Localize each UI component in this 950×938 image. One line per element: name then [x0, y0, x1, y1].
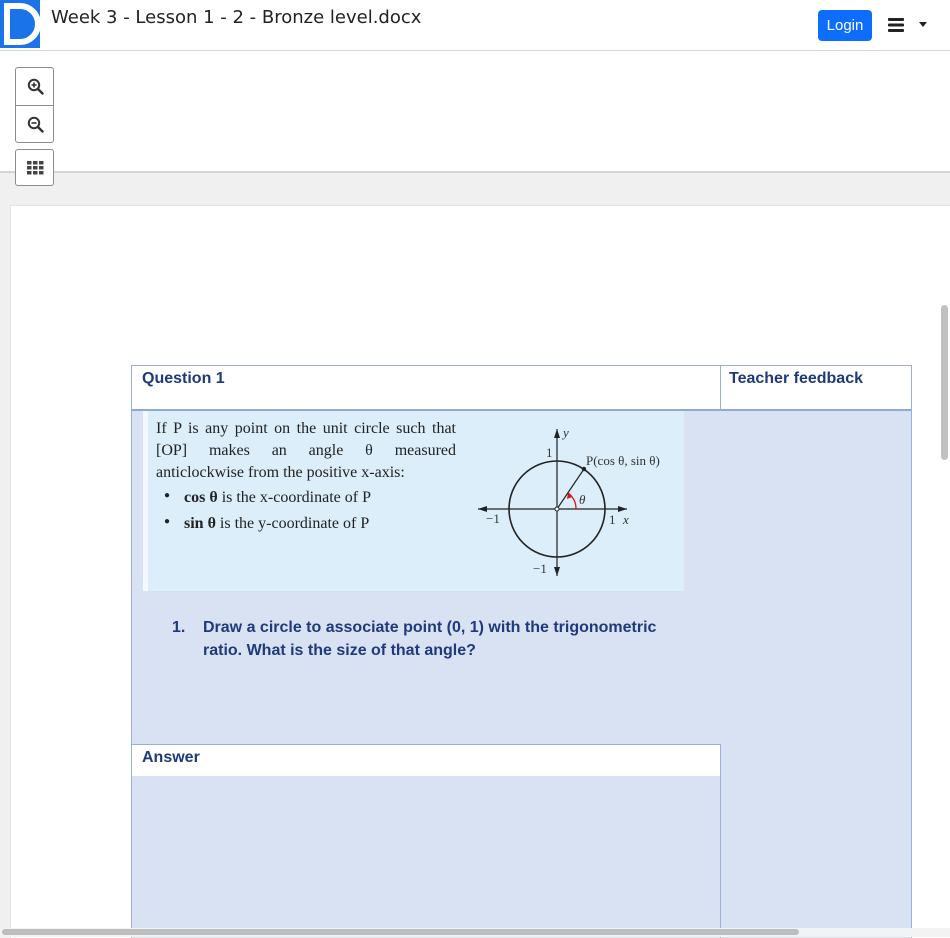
tick-label-x-left: −1: [486, 511, 500, 526]
zoom-in-icon: [27, 78, 44, 95]
tick-label-y-top: 1: [546, 445, 553, 460]
answer-header: Answer: [131, 744, 721, 777]
y-axis-label: y: [563, 425, 569, 440]
x-axis-label: x: [623, 512, 629, 527]
grid-view-icon: [27, 161, 44, 176]
zoom-out-icon: [27, 116, 44, 133]
list-item: ● cos θ is the x-coordinate of P: [156, 489, 371, 515]
list-item: ● sin θ is the y-coordinate of P: [156, 515, 371, 541]
definition-bullets: [156, 489, 371, 541]
question-header: Question 1: [131, 365, 721, 412]
zoom-out-button[interactable]: [15, 105, 54, 143]
logo-icon: [0, 0, 40, 48]
horizontal-scrollbar[interactable]: [2, 929, 799, 935]
document-title: Week 3 - Lesson 1 - 2 - Bronze level.docx: [51, 7, 422, 28]
question-number: 1.: [172, 619, 186, 636]
question-cell: [131, 411, 721, 745]
definition-box: [143, 411, 684, 591]
definition-text: If P is any point on the unit circle such that [OP] makes an angle θ measured anticlockwise from the positive x-axis:: [156, 420, 456, 481]
point-label: P(cos θ, sin θ): [586, 453, 660, 468]
grid-view-button[interactable]: [15, 149, 54, 186]
viewer-toolbar: [0, 51, 950, 173]
angle-label: θ: [579, 492, 586, 507]
login-button[interactable]: Login: [818, 10, 872, 41]
hamburger-menu-icon[interactable]: [887, 17, 905, 33]
answer-cell: [131, 776, 721, 938]
top-bar: [0, 0, 950, 51]
teacher-feedback-header: Teacher feedback: [720, 365, 912, 412]
zoom-in-button[interactable]: [15, 67, 54, 105]
tick-label-x-right: 1: [609, 512, 616, 527]
unit-circle-diagram: [475, 421, 685, 581]
document-page: [10, 205, 950, 938]
vertical-scrollbar[interactable]: [941, 305, 948, 460]
question-text: Draw a circle to associate point (0, 1) with the trigonometric ratio. What is the size of that angle?: [203, 619, 657, 659]
caret-down-icon[interactable]: [919, 22, 927, 28]
teacher-feedback-cell: [720, 411, 912, 938]
tick-label-y-bottom: −1: [533, 561, 547, 576]
